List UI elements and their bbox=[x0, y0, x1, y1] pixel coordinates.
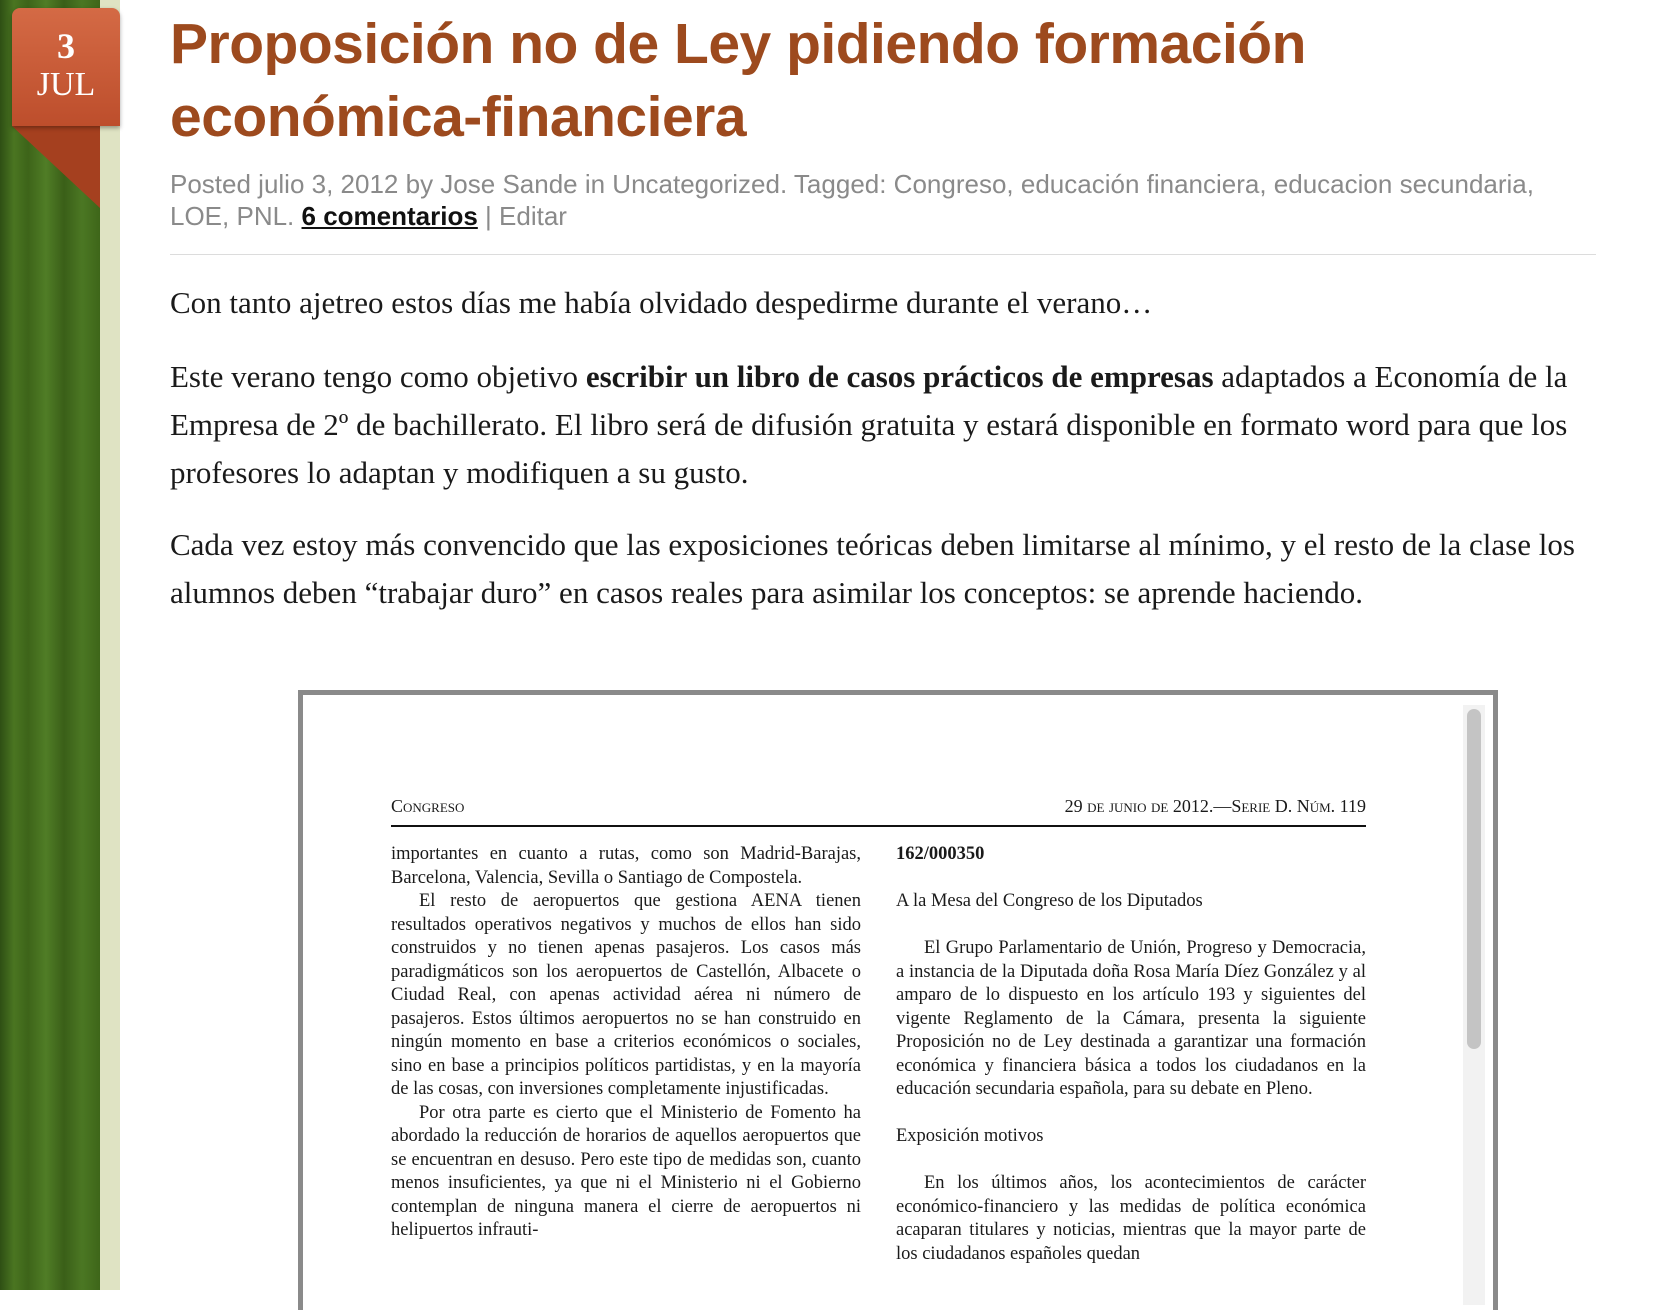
date-badge-ribbon-fold bbox=[12, 126, 100, 208]
post-content bbox=[170, 0, 1600, 617]
document-left-paragraph-3: Por otra parte es cierto que el Ministerio de Fomento ha abordado la reducción de horarios de aquellos aeropuertos que se encuentran en desuso. Pero este tipo de medidas son, cuanto menos insuficientes, ya que ni el Ministerio ni el Gobierno contemplan de ninguna manera el cierre de aeropuertos ni helipuertos infrauti- bbox=[391, 1102, 861, 1240]
document-right-paragraph-1: El Grupo Parlamentario de Unión, Progreso y Democracia, a instancia de la Diputada doña Rosa María Díez González y al amparo de lo dispuesto en los artículo 193 y siguientes del vigente Reglamento de la Cámara, presenta la siguiente Proposición no de Ley destinada a garantizar una formación económica y financiera básica a todos los ciudadanos en la educación secundaria española, para su debate en Pleno. bbox=[896, 938, 1366, 1099]
post-meta bbox=[170, 168, 1590, 232]
document-left-paragraph-2: El resto de aeropuertos que gestiona AENA tienen resultados operativos negativos y muchos de ellos han sido construidos y no tienen apenas pasajeros. Los casos más paradigmáticos son los aeropuertos de Castellón, Albacete o Ciudad Real, con apenas actividad aérea ni número de pasajeros. Estos últimos aeropuertos no se han construido en ningún momento en base a criterios económicos o sociales, sino en base a principios políticos partidistas, y en la mayoría de las cosas, con inversiones completamente injustificadas. bbox=[391, 891, 861, 1099]
paragraph-2-start: Este verano tengo como objetivo bbox=[170, 359, 586, 394]
embedded-document-viewer[interactable] bbox=[298, 690, 1498, 1310]
paragraph-1: Con tanto ajetreo estos días me había olvidado despedirme durante el verano… bbox=[170, 285, 1153, 320]
document-section-heading: Exposición motivos bbox=[896, 1126, 1044, 1146]
document-right-paragraph-2: En los últimos años, los acontecimientos de carácter económico-financiero y las medidas de política económica acaparan titulares y noticias, mientras que la mayor parte de los ciudadanos españoles quedan bbox=[896, 1173, 1366, 1264]
document-columns bbox=[391, 843, 1366, 1266]
document-header-right: 29 de junio de 2012.—Serie D. Núm. 119 bbox=[1064, 796, 1366, 816]
document-left-column bbox=[391, 843, 861, 1266]
document-addressee: A la Mesa del Congreso de los Diputados bbox=[896, 891, 1203, 911]
post-title[interactable]: Proposición no de Ley pidiendo formación económica-financiera bbox=[170, 12, 1306, 149]
document-left-paragraph-1: importantes en cuanto a rutas, como son Madrid-Barajas, Barcelona, Valencia, Sevilla o Santiago de Compostela. bbox=[391, 844, 861, 888]
date-badge bbox=[12, 8, 120, 126]
date-badge-day: 3 bbox=[57, 26, 75, 66]
edit-link[interactable]: Editar bbox=[499, 201, 567, 231]
post-entry bbox=[170, 255, 1600, 617]
document-header bbox=[391, 795, 1366, 827]
comments-link[interactable]: 6 comentarios bbox=[301, 201, 478, 231]
paragraph-2-end: adaptados a Economía de la Empresa de 2º de bachillerato. El libro será de difusión gratuita y estará disponible en formato word para que los profesores lo adaptan y modifiquen a su gusto. bbox=[170, 359, 1568, 490]
document-right-column bbox=[896, 843, 1366, 1266]
date-badge-month: JUL bbox=[36, 66, 96, 103]
left-pale-border bbox=[100, 0, 120, 1290]
paragraph-2-bold: escribir un libro de casos prácticos de empresas bbox=[585, 359, 1214, 394]
document-scrollbar-thumb[interactable] bbox=[1467, 709, 1481, 1049]
document-header-left: Congreso bbox=[391, 796, 465, 816]
meta-separator: | bbox=[485, 201, 492, 231]
document-page bbox=[391, 795, 1366, 1266]
paragraph-2 bbox=[170, 327, 1600, 497]
paragraph-3: Cada vez estoy más convencido que las exposiciones teóricas deben limitarse al mínimo, y el resto de la clase los alumnos deben “trabajar duro” en casos reales para asimilar los conceptos: se aprende haciendo. bbox=[170, 527, 1575, 610]
document-reference-number: 162/000350 bbox=[896, 844, 985, 864]
post-meta-text: Posted julio 3, 2012 by Jose Sande in Uncategorized. Tagged: Congreso, educación financiera, educacion secundaria, LOE, PNL. bbox=[170, 169, 1534, 231]
